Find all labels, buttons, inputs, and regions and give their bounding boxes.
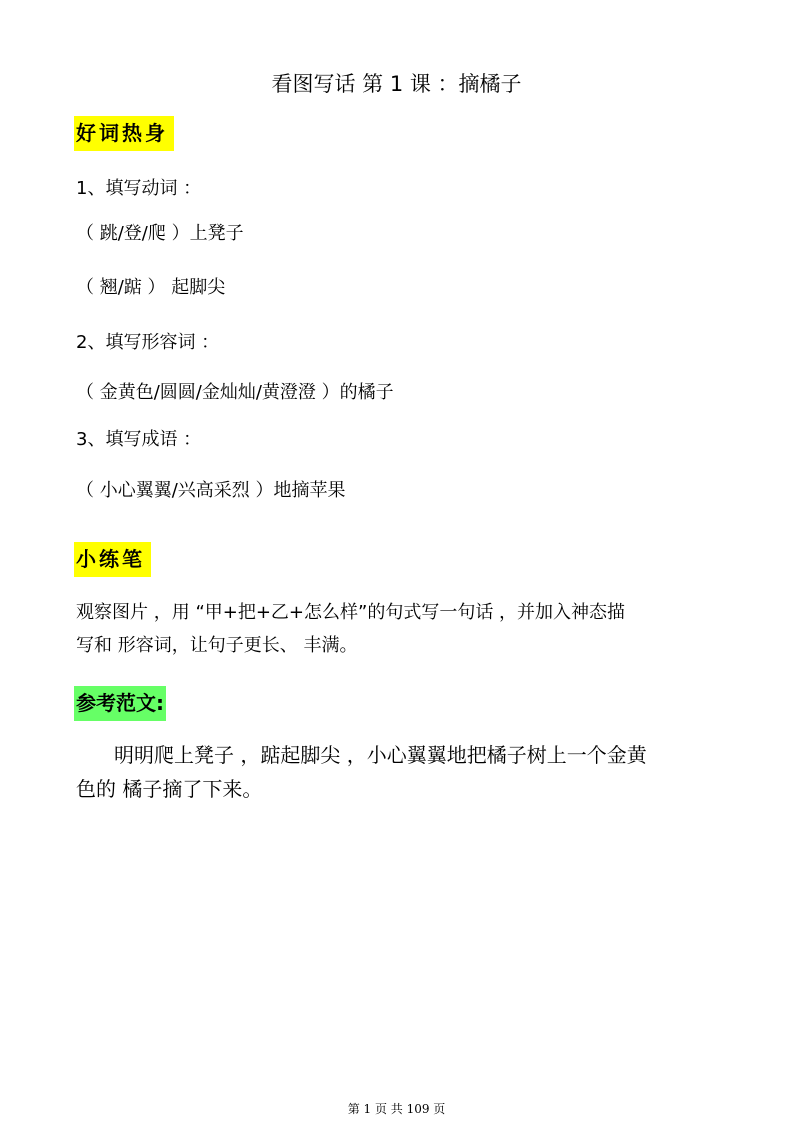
section-heading-practice: 小练笔 xyxy=(74,542,151,577)
list-item: 2、填写形容词 ： xyxy=(76,332,220,353)
page-footer: 第 1 页 共 109 页 xyxy=(347,1102,446,1116)
section-heading-sample: 参考范文: xyxy=(74,686,166,721)
list-item: （ 翘/踮 ） 起脚尖 xyxy=(76,277,226,298)
list-item: （ 跳/登/爬 ）上凳子 xyxy=(76,223,244,244)
practice-text-line-1: 观察图片 ，用 “甲+把+乙+怎么样”的句式写一句话 ，并加入神态描 xyxy=(76,602,626,623)
sample-text-line-1: 明明爬上凳子 ，踮起脚尖 ，小心翼翼地把橘子树上一个金黄 xyxy=(114,743,647,767)
list-item: 3、填写成语 ： xyxy=(76,429,202,450)
sample-text-line-2: 色的 橘子摘了下来。 xyxy=(76,777,263,801)
list-item: 1、填写动词 ： xyxy=(76,178,202,199)
list-item: （ 小心翼翼/兴高采烈 ）地摘苹果 xyxy=(76,480,346,501)
section-heading-words: 好词热身 xyxy=(74,116,174,151)
list-item: （ 金黄色/圆圆/金灿灿/黄澄澄 ）的橘子 xyxy=(76,382,394,403)
page-title: 看图写话 第 1 课 ：摘橘子 xyxy=(271,72,522,96)
practice-text-line-2: 写和 形容词，让句子更长、 丰满。 xyxy=(76,635,358,656)
